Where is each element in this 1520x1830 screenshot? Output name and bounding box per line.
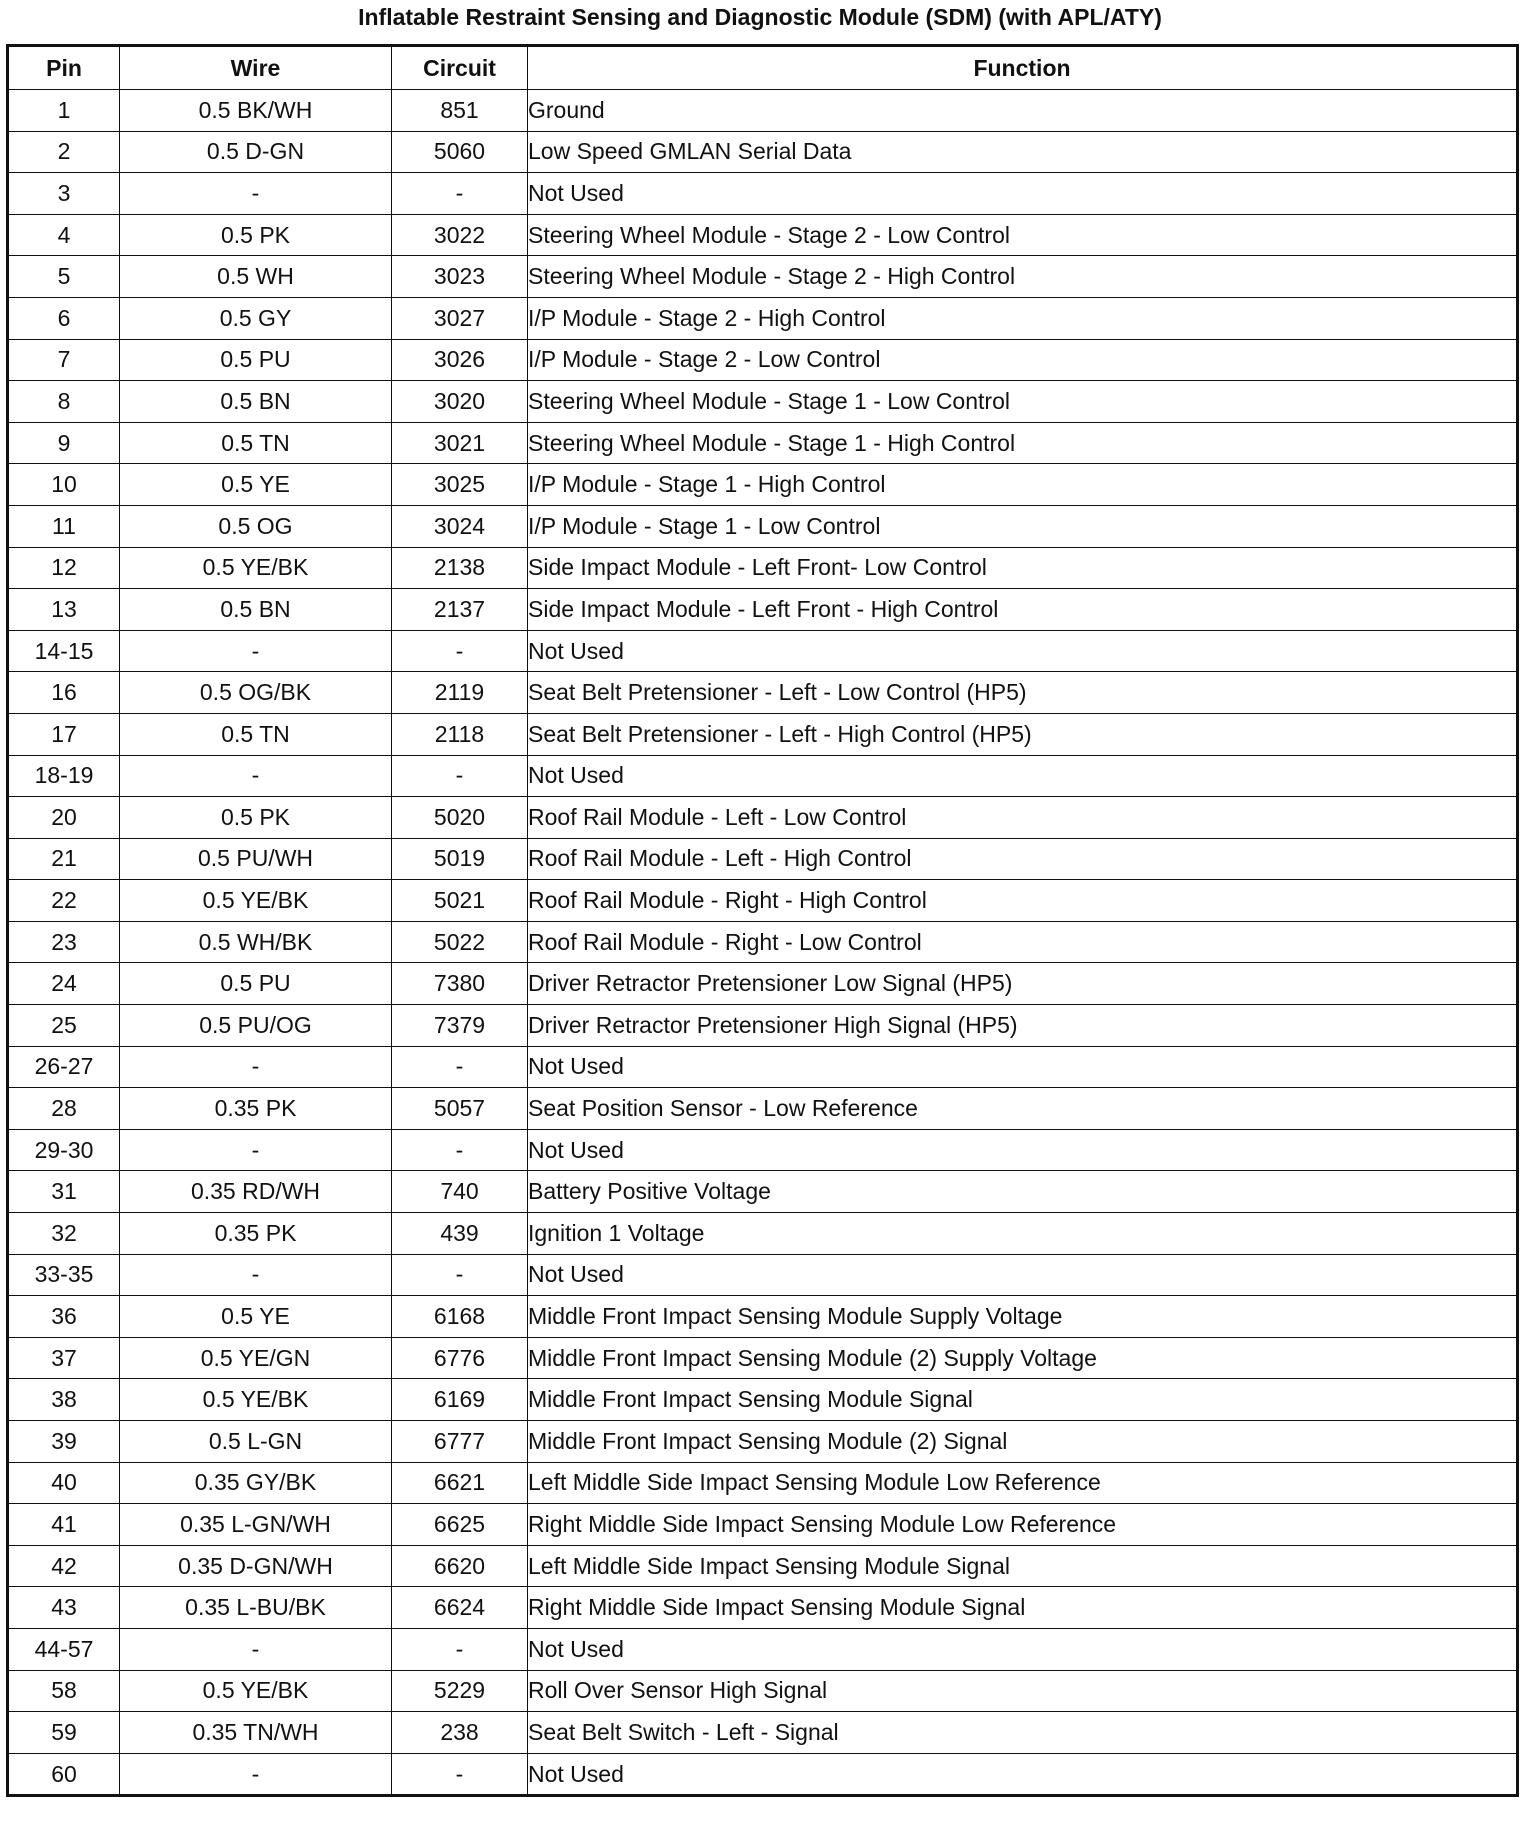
cell-wire: 0.5 OG — [120, 505, 392, 547]
cell-circuit: 6621 — [392, 1462, 528, 1504]
cell-circuit: 2138 — [392, 547, 528, 589]
cell-function: Middle Front Impact Sensing Module (2) Signal — [528, 1421, 1518, 1463]
cell-wire: 0.5 GY — [120, 297, 392, 339]
table-row — [8, 1712, 1518, 1754]
cell-wire: 0.5 PK — [120, 797, 392, 839]
table-header — [8, 46, 1518, 90]
table-row — [8, 713, 1518, 755]
cell-circuit: 6168 — [392, 1296, 528, 1338]
table-row — [8, 1254, 1518, 1296]
cell-pin: 25 — [8, 1005, 120, 1047]
cell-circuit: - — [392, 1046, 528, 1088]
cell-function: Left Middle Side Impact Sensing Module Low Reference — [528, 1462, 1518, 1504]
cell-pin: 36 — [8, 1296, 120, 1338]
cell-pin: 11 — [8, 505, 120, 547]
cell-circuit: 3020 — [392, 381, 528, 423]
cell-function: Roof Rail Module - Left - Low Control — [528, 797, 1518, 839]
cell-wire: 0.5 PU/WH — [120, 838, 392, 880]
cell-wire: 0.5 YE — [120, 1296, 392, 1338]
table-row — [8, 797, 1518, 839]
cell-wire: 0.5 PK — [120, 214, 392, 256]
cell-circuit: 3023 — [392, 256, 528, 298]
cell-circuit: 238 — [392, 1712, 528, 1754]
cell-pin: 18-19 — [8, 755, 120, 797]
cell-function: Steering Wheel Module - Stage 2 - Low Control — [528, 214, 1518, 256]
cell-function: Roof Rail Module - Left - High Control — [528, 838, 1518, 880]
cell-wire: - — [120, 1129, 392, 1171]
table-row — [8, 589, 1518, 631]
cell-function: Not Used — [528, 1046, 1518, 1088]
cell-function: Roof Rail Module - Right - Low Control — [528, 921, 1518, 963]
cell-function: Side Impact Module - Left Front- Low Control — [528, 547, 1518, 589]
cell-wire: 0.5 YE — [120, 464, 392, 506]
pinout-table — [6, 44, 1519, 1797]
cell-circuit: 3027 — [392, 297, 528, 339]
cell-circuit: 3025 — [392, 464, 528, 506]
table-row — [8, 1046, 1518, 1088]
cell-pin: 41 — [8, 1504, 120, 1546]
cell-circuit: - — [392, 755, 528, 797]
cell-circuit: 3022 — [392, 214, 528, 256]
cell-pin: 21 — [8, 838, 120, 880]
table-row — [8, 921, 1518, 963]
cell-pin: 23 — [8, 921, 120, 963]
cell-wire: - — [120, 173, 392, 215]
cell-wire: - — [120, 1753, 392, 1796]
cell-wire: 0.35 PK — [120, 1213, 392, 1255]
cell-circuit: 2118 — [392, 713, 528, 755]
cell-wire: 0.5 BN — [120, 589, 392, 631]
header-circuit: Circuit — [392, 46, 528, 90]
cell-pin: 39 — [8, 1421, 120, 1463]
table-row — [8, 672, 1518, 714]
cell-function: Not Used — [528, 173, 1518, 215]
cell-wire: 0.5 D-GN — [120, 131, 392, 173]
table-row — [8, 505, 1518, 547]
cell-function: Middle Front Impact Sensing Module (2) Supply Voltage — [528, 1337, 1518, 1379]
cell-pin: 7 — [8, 339, 120, 381]
cell-pin: 9 — [8, 422, 120, 464]
cell-circuit: - — [392, 1628, 528, 1670]
cell-function: Left Middle Side Impact Sensing Module Signal — [528, 1545, 1518, 1587]
cell-wire: 0.5 YE/BK — [120, 1379, 392, 1421]
cell-pin: 6 — [8, 297, 120, 339]
cell-circuit: 6169 — [392, 1379, 528, 1421]
table-row — [8, 339, 1518, 381]
cell-pin: 38 — [8, 1379, 120, 1421]
cell-wire: 0.35 L-BU/BK — [120, 1587, 392, 1629]
cell-pin: 28 — [8, 1088, 120, 1130]
cell-pin: 10 — [8, 464, 120, 506]
cell-wire: 0.5 BN — [120, 381, 392, 423]
cell-circuit: 5019 — [392, 838, 528, 880]
cell-pin: 3 — [8, 173, 120, 215]
cell-function: Seat Position Sensor - Low Reference — [528, 1088, 1518, 1130]
cell-wire: 0.5 WH/BK — [120, 921, 392, 963]
cell-wire: 0.35 RD/WH — [120, 1171, 392, 1213]
cell-function: Right Middle Side Impact Sensing Module Signal — [528, 1587, 1518, 1629]
cell-circuit: 2119 — [392, 672, 528, 714]
header-function: Function — [528, 46, 1518, 90]
cell-wire: 0.5 OG/BK — [120, 672, 392, 714]
table-row — [8, 1628, 1518, 1670]
cell-circuit: 7379 — [392, 1005, 528, 1047]
cell-pin: 42 — [8, 1545, 120, 1587]
table-row — [8, 755, 1518, 797]
cell-wire: 0.5 PU — [120, 339, 392, 381]
cell-wire: - — [120, 1046, 392, 1088]
cell-pin: 32 — [8, 1213, 120, 1255]
cell-function: Not Used — [528, 630, 1518, 672]
table-row — [8, 1504, 1518, 1546]
cell-pin: 26-27 — [8, 1046, 120, 1088]
cell-function: Steering Wheel Module - Stage 2 - High Control — [528, 256, 1518, 298]
cell-pin: 13 — [8, 589, 120, 631]
table-row — [8, 1670, 1518, 1712]
table-row — [8, 1753, 1518, 1796]
cell-function: Middle Front Impact Sensing Module Supply Voltage — [528, 1296, 1518, 1338]
table-row — [8, 464, 1518, 506]
cell-function: Side Impact Module - Left Front - High Control — [528, 589, 1518, 631]
cell-pin: 12 — [8, 547, 120, 589]
cell-function: Ignition 1 Voltage — [528, 1213, 1518, 1255]
cell-circuit: 851 — [392, 90, 528, 132]
cell-wire: 0.5 TN — [120, 422, 392, 464]
cell-circuit: - — [392, 1129, 528, 1171]
cell-wire: - — [120, 630, 392, 672]
cell-function: Roll Over Sensor High Signal — [528, 1670, 1518, 1712]
cell-wire: - — [120, 755, 392, 797]
cell-function: Not Used — [528, 755, 1518, 797]
cell-pin: 29-30 — [8, 1129, 120, 1171]
table-row — [8, 422, 1518, 464]
cell-pin: 22 — [8, 880, 120, 922]
cell-wire: 0.35 D-GN/WH — [120, 1545, 392, 1587]
cell-circuit: 439 — [392, 1213, 528, 1255]
cell-function: Seat Belt Switch - Left - Signal — [528, 1712, 1518, 1754]
cell-function: Middle Front Impact Sensing Module Signal — [528, 1379, 1518, 1421]
table-row — [8, 381, 1518, 423]
cell-wire: 0.5 YE/BK — [120, 1670, 392, 1712]
cell-pin: 8 — [8, 381, 120, 423]
cell-pin: 60 — [8, 1753, 120, 1796]
table-row — [8, 1462, 1518, 1504]
cell-circuit: 3021 — [392, 422, 528, 464]
cell-circuit: 6776 — [392, 1337, 528, 1379]
cell-wire: 0.5 YE/BK — [120, 880, 392, 922]
cell-wire: - — [120, 1254, 392, 1296]
cell-function: I/P Module - Stage 2 - Low Control — [528, 339, 1518, 381]
cell-pin: 4 — [8, 214, 120, 256]
cell-function: Driver Retractor Pretensioner Low Signal (HP5) — [528, 963, 1518, 1005]
table-row — [8, 547, 1518, 589]
cell-pin: 31 — [8, 1171, 120, 1213]
cell-wire: 0.5 PU — [120, 963, 392, 1005]
cell-pin: 14-15 — [8, 630, 120, 672]
header-wire: Wire — [120, 46, 392, 90]
header-pin: Pin — [8, 46, 120, 90]
cell-function: Right Middle Side Impact Sensing Module Low Reference — [528, 1504, 1518, 1546]
cell-function: Not Used — [528, 1628, 1518, 1670]
table-row — [8, 173, 1518, 215]
table-row — [8, 963, 1518, 1005]
cell-pin: 24 — [8, 963, 120, 1005]
cell-circuit: 6624 — [392, 1587, 528, 1629]
table-row — [8, 880, 1518, 922]
cell-circuit: 5022 — [392, 921, 528, 963]
cell-circuit: 3026 — [392, 339, 528, 381]
cell-pin: 17 — [8, 713, 120, 755]
cell-pin: 44-57 — [8, 1628, 120, 1670]
cell-circuit: 5021 — [392, 880, 528, 922]
cell-function: Steering Wheel Module - Stage 1 - High Control — [528, 422, 1518, 464]
document-title: Inflatable Restraint Sensing and Diagnostic Module (SDM) (with APL/ATY) — [358, 4, 1162, 30]
table-row — [8, 1171, 1518, 1213]
table-row — [8, 297, 1518, 339]
cell-circuit: 5020 — [392, 797, 528, 839]
table-row — [8, 90, 1518, 132]
cell-circuit: 740 — [392, 1171, 528, 1213]
cell-pin: 43 — [8, 1587, 120, 1629]
table-row — [8, 214, 1518, 256]
cell-pin: 20 — [8, 797, 120, 839]
table-row — [8, 1337, 1518, 1379]
cell-wire: 0.5 WH — [120, 256, 392, 298]
table-row — [8, 1296, 1518, 1338]
cell-circuit: - — [392, 173, 528, 215]
cell-pin: 1 — [8, 90, 120, 132]
table-row — [8, 1587, 1518, 1629]
cell-function: Battery Positive Voltage — [528, 1171, 1518, 1213]
table-row — [8, 1379, 1518, 1421]
table-row — [8, 256, 1518, 298]
cell-function: Low Speed GMLAN Serial Data — [528, 131, 1518, 173]
cell-pin: 33-35 — [8, 1254, 120, 1296]
table-row — [8, 1088, 1518, 1130]
cell-wire: 0.35 TN/WH — [120, 1712, 392, 1754]
cell-function: I/P Module - Stage 2 - High Control — [528, 297, 1518, 339]
cell-function: Driver Retractor Pretensioner High Signal (HP5) — [528, 1005, 1518, 1047]
cell-pin: 37 — [8, 1337, 120, 1379]
table-body — [8, 90, 1518, 1796]
cell-function: Ground — [528, 90, 1518, 132]
cell-function: Not Used — [528, 1753, 1518, 1796]
table-row — [8, 1213, 1518, 1255]
cell-wire: 0.35 L-GN/WH — [120, 1504, 392, 1546]
cell-wire: 0.35 PK — [120, 1088, 392, 1130]
cell-wire: 0.5 YE/BK — [120, 547, 392, 589]
table-row — [8, 1005, 1518, 1047]
cell-wire: 0.5 PU/OG — [120, 1005, 392, 1047]
cell-circuit: 7380 — [392, 963, 528, 1005]
table-row — [8, 630, 1518, 672]
cell-pin: 5 — [8, 256, 120, 298]
cell-circuit: - — [392, 1254, 528, 1296]
cell-pin: 59 — [8, 1712, 120, 1754]
cell-circuit: 3024 — [392, 505, 528, 547]
cell-function: Not Used — [528, 1254, 1518, 1296]
table-row — [8, 1129, 1518, 1171]
cell-function: Roof Rail Module - Right - High Control — [528, 880, 1518, 922]
cell-pin: 40 — [8, 1462, 120, 1504]
cell-function: Steering Wheel Module - Stage 1 - Low Control — [528, 381, 1518, 423]
cell-circuit: 5060 — [392, 131, 528, 173]
cell-wire: - — [120, 1628, 392, 1670]
cell-circuit: 5229 — [392, 1670, 528, 1712]
table-row — [8, 1545, 1518, 1587]
cell-circuit: - — [392, 630, 528, 672]
cell-pin: 16 — [8, 672, 120, 714]
cell-function: I/P Module - Stage 1 - Low Control — [528, 505, 1518, 547]
cell-function: Not Used — [528, 1129, 1518, 1171]
cell-circuit: 6620 — [392, 1545, 528, 1587]
cell-pin: 2 — [8, 131, 120, 173]
table-row — [8, 131, 1518, 173]
cell-function: Seat Belt Pretensioner - Left - Low Control (HP5) — [528, 672, 1518, 714]
cell-circuit: 2137 — [392, 589, 528, 631]
cell-wire: 0.5 YE/GN — [120, 1337, 392, 1379]
table-row — [8, 838, 1518, 880]
cell-circuit: 6625 — [392, 1504, 528, 1546]
table-row — [8, 1421, 1518, 1463]
cell-wire: 0.35 GY/BK — [120, 1462, 392, 1504]
cell-circuit: 5057 — [392, 1088, 528, 1130]
cell-circuit: - — [392, 1753, 528, 1796]
cell-function: Seat Belt Pretensioner - Left - High Control (HP5) — [528, 713, 1518, 755]
cell-wire: 0.5 BK/WH — [120, 90, 392, 132]
cell-wire: 0.5 L-GN — [120, 1421, 392, 1463]
cell-function: I/P Module - Stage 1 - High Control — [528, 464, 1518, 506]
cell-wire: 0.5 TN — [120, 713, 392, 755]
cell-circuit: 6777 — [392, 1421, 528, 1463]
header-row — [8, 46, 1518, 90]
cell-pin: 58 — [8, 1670, 120, 1712]
